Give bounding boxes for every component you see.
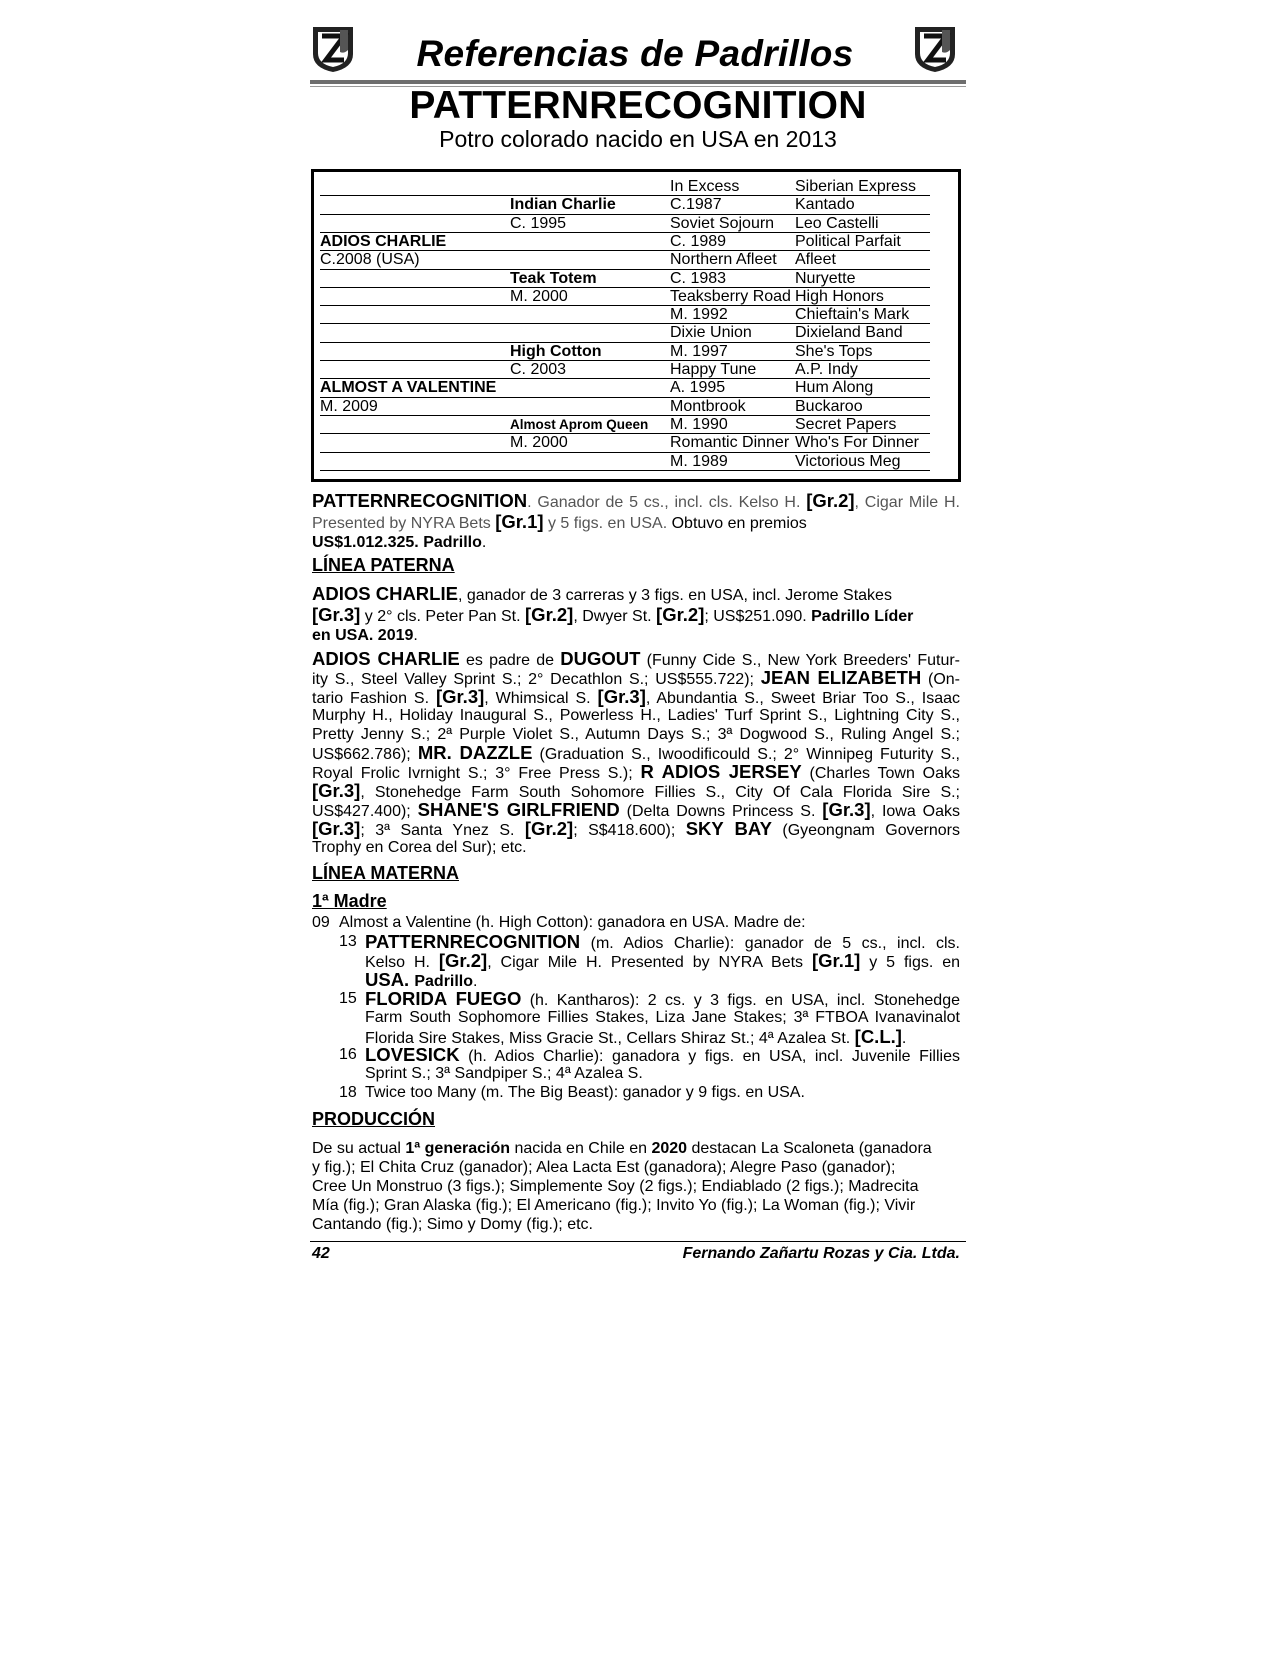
pedigree-ancestor: Northern Afleet [670, 251, 777, 269]
pedigree-ancestor: Teaksberry Road [670, 287, 791, 305]
horse-name: USA. [365, 968, 415, 990]
paterna-text: , Dwyer St. [573, 608, 657, 625]
text-run: ; S$418.600); [573, 822, 686, 840]
grade-label: [Gr.3] [597, 685, 646, 707]
pedigree-dam-sire-info: C. 2003 [510, 361, 567, 378]
text-run: (h. Kantharos): 2 cs. y 3 figs. en USA, incl. Stonehedge [521, 991, 960, 1009]
pedigree-ancestor: Afleet [795, 251, 836, 269]
pedigree-ancestor: Romantic Dinner [670, 434, 790, 452]
foal-year: 16 [339, 1046, 357, 1064]
shield-logo-icon [912, 24, 958, 74]
section-linea-materna: LÍNEA MATERNA [312, 863, 459, 883]
summary-text: . [481, 534, 487, 551]
foal-year: 15 [339, 989, 357, 1007]
text-run: (Funny Cide S., New York Breeders' Futur- [640, 652, 960, 669]
horse-name: PATTERNRECOGNITION [409, 84, 867, 127]
pedigree-granddam-info: M. 2000 [510, 287, 568, 305]
paragraph-line [312, 743, 960, 762]
shield-logo-icon [310, 24, 356, 74]
pedigree-sire: ADIOS CHARLIE [320, 232, 447, 250]
produccion-paragraph [312, 1139, 960, 1233]
horse-name: JEAN ELIZABETH [760, 666, 922, 688]
pedigree-dam: ALMOST A VALENTINE [320, 379, 497, 397]
pedigree-grandsire: Indian Charlie [510, 196, 616, 214]
paragraph-line [312, 1196, 960, 1215]
horse-name: DUGOUT [560, 648, 641, 669]
foal-line [365, 951, 960, 972]
pedigree-ancestor: Kantado [795, 196, 855, 214]
pedigree-ancestor: In Excess [670, 178, 740, 195]
dam-year: 09 [312, 914, 330, 931]
grade-label: [Gr.3] [312, 818, 361, 840]
paragraph-line [312, 781, 960, 800]
text-run: Pretty Jenny S.; 2ª Purple Violet S., Autumn Days S.; 3ª Dogwood S., Ruling Angel S.; [312, 725, 960, 743]
header-title: Referencias de Padrillos [416, 33, 854, 74]
paterna-text: y 2° cls. Peter Pan St. [360, 608, 526, 625]
text-run: es padre de [459, 652, 561, 669]
pedigree-ancestor: A. 1995 [670, 379, 726, 397]
text-run: Murphy H., Holiday Inaugural S., Powerless H., Ladies' Turf Sprint S., Lightning City S., [312, 706, 960, 724]
text-run: destacan La Scaloneta (ganadora [687, 1140, 932, 1157]
grade-label: [Gr.3] [435, 685, 485, 707]
highlight-text: Padrillo [414, 972, 474, 990]
paragraph-line [312, 1158, 960, 1177]
grade-label: [Gr.3] [312, 780, 361, 802]
pedigree-ancestor: Secret Papers [795, 415, 897, 433]
summary-text: , Cigar Mile H. Presented by NYRA Bets [312, 494, 960, 532]
footer-company: Fernando Zañartu Rozas y Cia. Ltda. [682, 1245, 960, 1262]
dam-line: Almost a Valentine (h. High Cotton): ganadora en USA. Madre de: [339, 914, 806, 931]
text-run: , Cigar Mile H. Presented by NYRA Bets [487, 953, 812, 971]
text-run: Mía (fig.); Gran Alaska (fig.); El Americano (fig.); Invito Yo (fig.); La Woman (fig.); Vivir [312, 1196, 916, 1214]
pedigree-ancestor: A.P. Indy [795, 361, 858, 378]
pedigree-ancestor: M. 1990 [670, 415, 728, 433]
pedigree-ancestor: C. 1989 [670, 232, 727, 250]
pedigree-ancestor: Buckaroo [795, 397, 863, 415]
text-run: (Graduation S., Iwoodificould S.; 2° Winnipeg Futurity S., [532, 746, 961, 764]
horse-name: MR. DAZZLE [417, 742, 533, 764]
page-number: 42 [312, 1245, 330, 1262]
pedigree-dam-dam: Almost Aprom Queen [510, 416, 649, 432]
pedigree-ancestor: Nuryette [795, 269, 856, 287]
section-produccion: PRODUCCIÓN [312, 1109, 436, 1129]
summary-horse-name: PATTERNRECOGNITION [312, 490, 528, 511]
text-run: US$662.786); [312, 746, 418, 764]
text-run: Sprint S.; 3ª Sandpiper S.; 4ª Azalea S. [365, 1065, 643, 1083]
text-run: . [473, 972, 478, 990]
horse-name: PATTERNRECOGNITION [365, 931, 581, 952]
summary-text: y 5 figs. en USA. [543, 515, 672, 532]
foal-line [365, 1083, 960, 1102]
paragraph-line [312, 687, 960, 706]
sire-name: ADIOS CHARLIE [312, 583, 458, 604]
paragraph-line [312, 800, 960, 819]
text-run: Royal Frolic Ivrnight S.; 3° Free Press S.); [312, 765, 641, 783]
text-run: Kelso H. [365, 953, 439, 971]
pedigree-ancestor: C.1987 [670, 196, 722, 214]
paragraph-line [312, 1177, 960, 1196]
horse-name: SHANE'S GIRLFRIEND [417, 799, 620, 821]
text-run: . [901, 1029, 907, 1047]
text-run: ; 3ª Santa Ynez S. [360, 822, 525, 840]
pedigree-ancestor: High Honors [795, 287, 884, 305]
pedigree-ancestor: Leo Castelli [795, 214, 879, 232]
horse-name: ADIOS CHARLIE [312, 648, 460, 669]
text-run: Farm South Sophomore Fillies Stakes, Liza Jane Stakes; 3ª FTBOA Ivanavinalot [365, 1008, 960, 1026]
paterna-text: , ganador de 3 carreras y 3 figs. en USA, incl. Jerome Stakes [457, 587, 892, 604]
pedigree-table [311, 169, 961, 482]
paragraph-line [312, 762, 960, 781]
horse-description: Potro colorado nacido en USA en 2013 [439, 126, 837, 152]
pedigree-grandsire-info: C. 1995 [510, 214, 567, 232]
text-run: , Iowa Oaks [870, 803, 960, 821]
paragraph-line [312, 1215, 960, 1234]
paragraph-line [312, 668, 960, 687]
foal-year: 18 [339, 1084, 357, 1102]
grade-label: [C.L.] [854, 1025, 902, 1047]
paragraph-line [312, 819, 960, 838]
grade-label: [Gr.3] [822, 799, 871, 821]
pedigree-ancestor: C. 1983 [670, 269, 727, 287]
pedigree-ancestor: Happy Tune [670, 361, 757, 378]
pedigree-ancestor: Who's For Dinner [795, 434, 919, 452]
text-run: ity S., Steel Valley Sprint S.; 2° Decathlon S.; US$555.722); [312, 670, 761, 688]
text-run: Cantando (fig.); Simo y Domy (fig.); etc. [312, 1215, 593, 1233]
foal-year: 13 [339, 933, 357, 950]
pedigree-dam-info: M. 2009 [320, 397, 378, 415]
text-run: (Gyeongnam Governors [771, 822, 960, 840]
section-linea-paterna: LÍNEA PATERNA [312, 555, 455, 575]
pedigree-ancestor: Political Parfait [795, 232, 901, 250]
highlight-text: 2020 [651, 1140, 688, 1157]
highlight-text: 1ª generación [405, 1140, 511, 1157]
paterna-paragraph-1 [312, 584, 960, 645]
text-run: y 5 figs. en [860, 953, 961, 971]
pedigree-ancestor: Montbrook [670, 397, 746, 415]
pedigree-ancestor: Hum Along [795, 379, 874, 397]
text-run: Cree Un Monstruo (3 figs.); Simplemente Soy (2 figs.); Endiablado (2 figs.); Madrecita [312, 1177, 919, 1195]
foal-line [365, 989, 960, 1010]
pedigree-ancestor: M. 1992 [670, 306, 728, 324]
paragraph-line [312, 1139, 960, 1158]
text-run: (m. Adios Charlie): ganador de 5 cs., incl. cls. [580, 935, 960, 952]
text-run: nacida en Chile en [510, 1140, 652, 1157]
text-run: , Stonehedge Farm South Sohomore Fillies S., City Of Cala Florida Sire S.; [360, 784, 960, 802]
text-run: , Abundantia S., Sweet Briar Too S., Isaac [645, 689, 961, 707]
text-run: (On- [921, 670, 960, 688]
text-run: Florida Sire Stakes, Miss Gracie St., Cellars Shiraz St.; 4ª Azalea St. [365, 1029, 855, 1047]
paragraph-line [312, 725, 960, 744]
grade-label: [Gr.3] [312, 604, 361, 625]
section-primera-madre: 1ª Madre [312, 891, 387, 911]
text-run: Trophy en Corea del Sur); etc. [312, 838, 527, 856]
text-run: (h. Adios Charlie): ganadora y figs. en USA, incl. Juvenile Fillies [459, 1048, 960, 1066]
grade-label: [Gr.2] [806, 490, 855, 511]
text-run: tario Fashion S. [312, 689, 436, 707]
paterna-paragraph-2 [312, 649, 960, 857]
summary-earnings: US$1.012.325. Padrillo [312, 534, 482, 551]
summary-text: . Ganador de 5 cs., incl. cls. Kelso H. [527, 494, 807, 511]
horse-name: SKY BAY [685, 818, 772, 840]
text-run: (Delta Downs Princess S. [619, 803, 823, 821]
pedigree-dam-dam-info: M. 2000 [510, 434, 568, 452]
text-run: (Charles Town Oaks [801, 765, 960, 783]
grade-label: [Gr.2] [656, 604, 705, 625]
text-run: , Whimsical S. [484, 689, 598, 707]
paterna-highlight: Padrillo Líder [811, 608, 914, 625]
pedigree-ancestor: M. 1989 [670, 452, 728, 470]
foal-line [365, 1008, 960, 1027]
pedigree-sire-info: C.2008 (USA) [320, 251, 420, 269]
horse-name: LOVESICK [365, 1044, 460, 1066]
paterna-highlight: en USA. 2019 [312, 627, 414, 644]
pedigree-ancestor: Victorious Meg [795, 452, 901, 470]
paragraph-line [312, 706, 960, 725]
grade-label: [Gr.1] [495, 511, 544, 532]
grade-label: [Gr.2] [438, 949, 488, 971]
pedigree-ancestor: Soviet Sojourn [670, 214, 775, 232]
pedigree-ancestor: She's Tops [795, 342, 873, 360]
text-run: US$427.400); [312, 803, 418, 821]
horse-name: FLORIDA FUEGO [365, 987, 522, 1009]
summary-text: Obtuvo en premios [671, 515, 807, 532]
pedigree-ancestor: Chieftain's Mark [795, 306, 910, 324]
text-run: y fig.); El Chita Cruz (ganador); Alea Lacta Est (ganadora); Alegre Paso (ganador); [312, 1158, 896, 1176]
text-run: De su actual [312, 1140, 406, 1157]
paterna-text: ; US$251.090. [704, 608, 812, 625]
grade-label: [Gr.2] [524, 818, 574, 840]
pedigree-ancestor: Dixie Union [670, 324, 752, 342]
text-run: Twice too Many (m. The Big Beast): ganador y 9 figs. en USA. [365, 1084, 805, 1102]
foal-line [365, 1045, 960, 1066]
paragraph-line [312, 649, 960, 668]
pedigree-ancestor: M. 1997 [670, 342, 728, 360]
paterna-text: . [413, 627, 418, 644]
grade-label: [Gr.1] [811, 949, 861, 971]
pedigree-granddam: Teak Totem [510, 269, 597, 287]
footer-rule [310, 1241, 966, 1242]
horse-name: R ADIOS JERSEY [640, 761, 802, 783]
pedigree-ancestor: Dixieland Band [795, 324, 903, 342]
summary-paragraph [312, 491, 960, 552]
paragraph-line [312, 838, 960, 857]
pedigree-ancestor: Siberian Express [795, 178, 916, 195]
foal-line [365, 1064, 960, 1083]
grade-label: [Gr.2] [525, 604, 574, 625]
pedigree-dam-sire: High Cotton [510, 342, 602, 360]
